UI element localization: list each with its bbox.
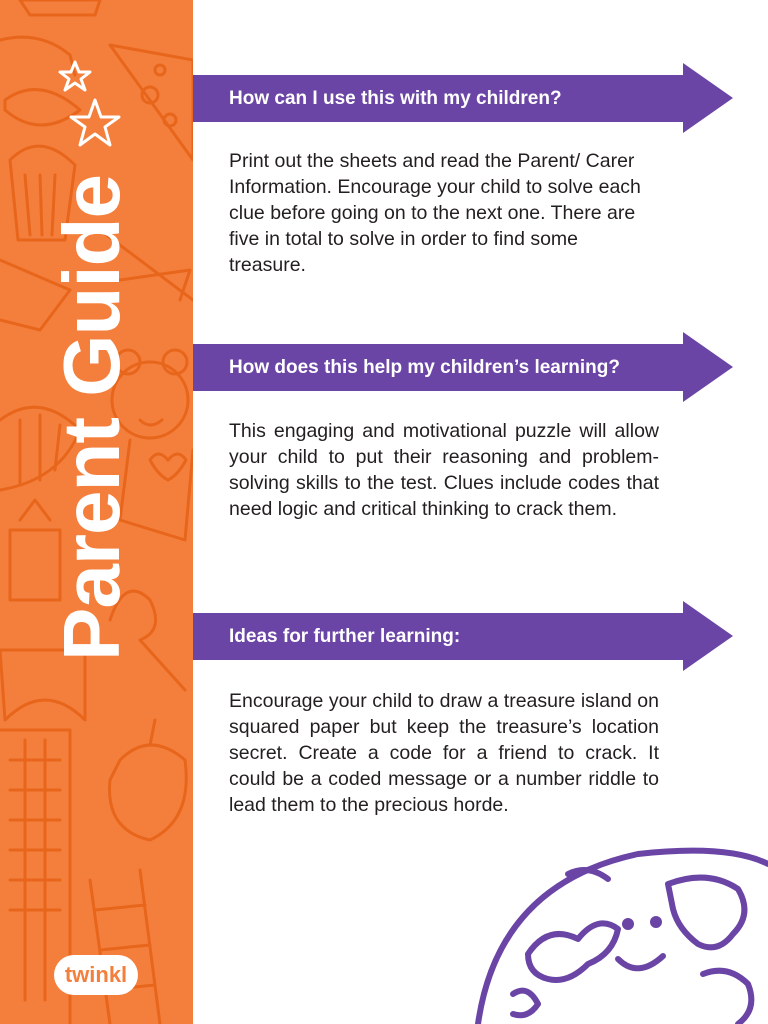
section-heading: How does this help my children’s learning?	[229, 357, 620, 378]
section-banner-use	[193, 63, 733, 133]
globe-outline	[478, 851, 768, 1024]
box-doodle	[20, 0, 100, 15]
continent-right	[668, 878, 744, 948]
globe-illustration	[468, 844, 768, 1024]
apple-doodle	[110, 745, 187, 840]
lips-doodle	[5, 90, 80, 125]
section-body: Print out the sheets and read the Parent/ Carer Information. Encourage your child to solve each clue before going on to the next one. There are five in total to solve in order to find some treasure.	[229, 150, 641, 276]
section-body: This engaging and motivational puzzle will allow your child to put their reasoning and problem-solving skills to the test. Clues include codes that need logic and critical thinking to crack them.	[229, 420, 659, 520]
twinkl-logo: twinkl	[54, 955, 138, 995]
section-banner-learning	[193, 332, 733, 402]
section-banner-ideas	[193, 601, 733, 671]
sidebar-panel	[0, 0, 193, 1024]
globe-smile	[618, 956, 663, 968]
string-doodle	[0, 37, 75, 75]
section-heading: How can I use this with my children?	[229, 88, 562, 109]
page-title: Parent Guide	[47, 175, 136, 661]
section-heading: Ideas for further learning:	[229, 626, 461, 647]
continent-left	[528, 923, 618, 980]
section-body: Encourage your child to draw a treasure island on squared paper but keep the treasure’s location secret. Create a code for a friend to crack. It could be a coded message or a number riddle to lead them to the precious horde.	[229, 690, 659, 816]
globe-eye-left	[625, 921, 631, 927]
globe-eye-right	[653, 919, 659, 925]
